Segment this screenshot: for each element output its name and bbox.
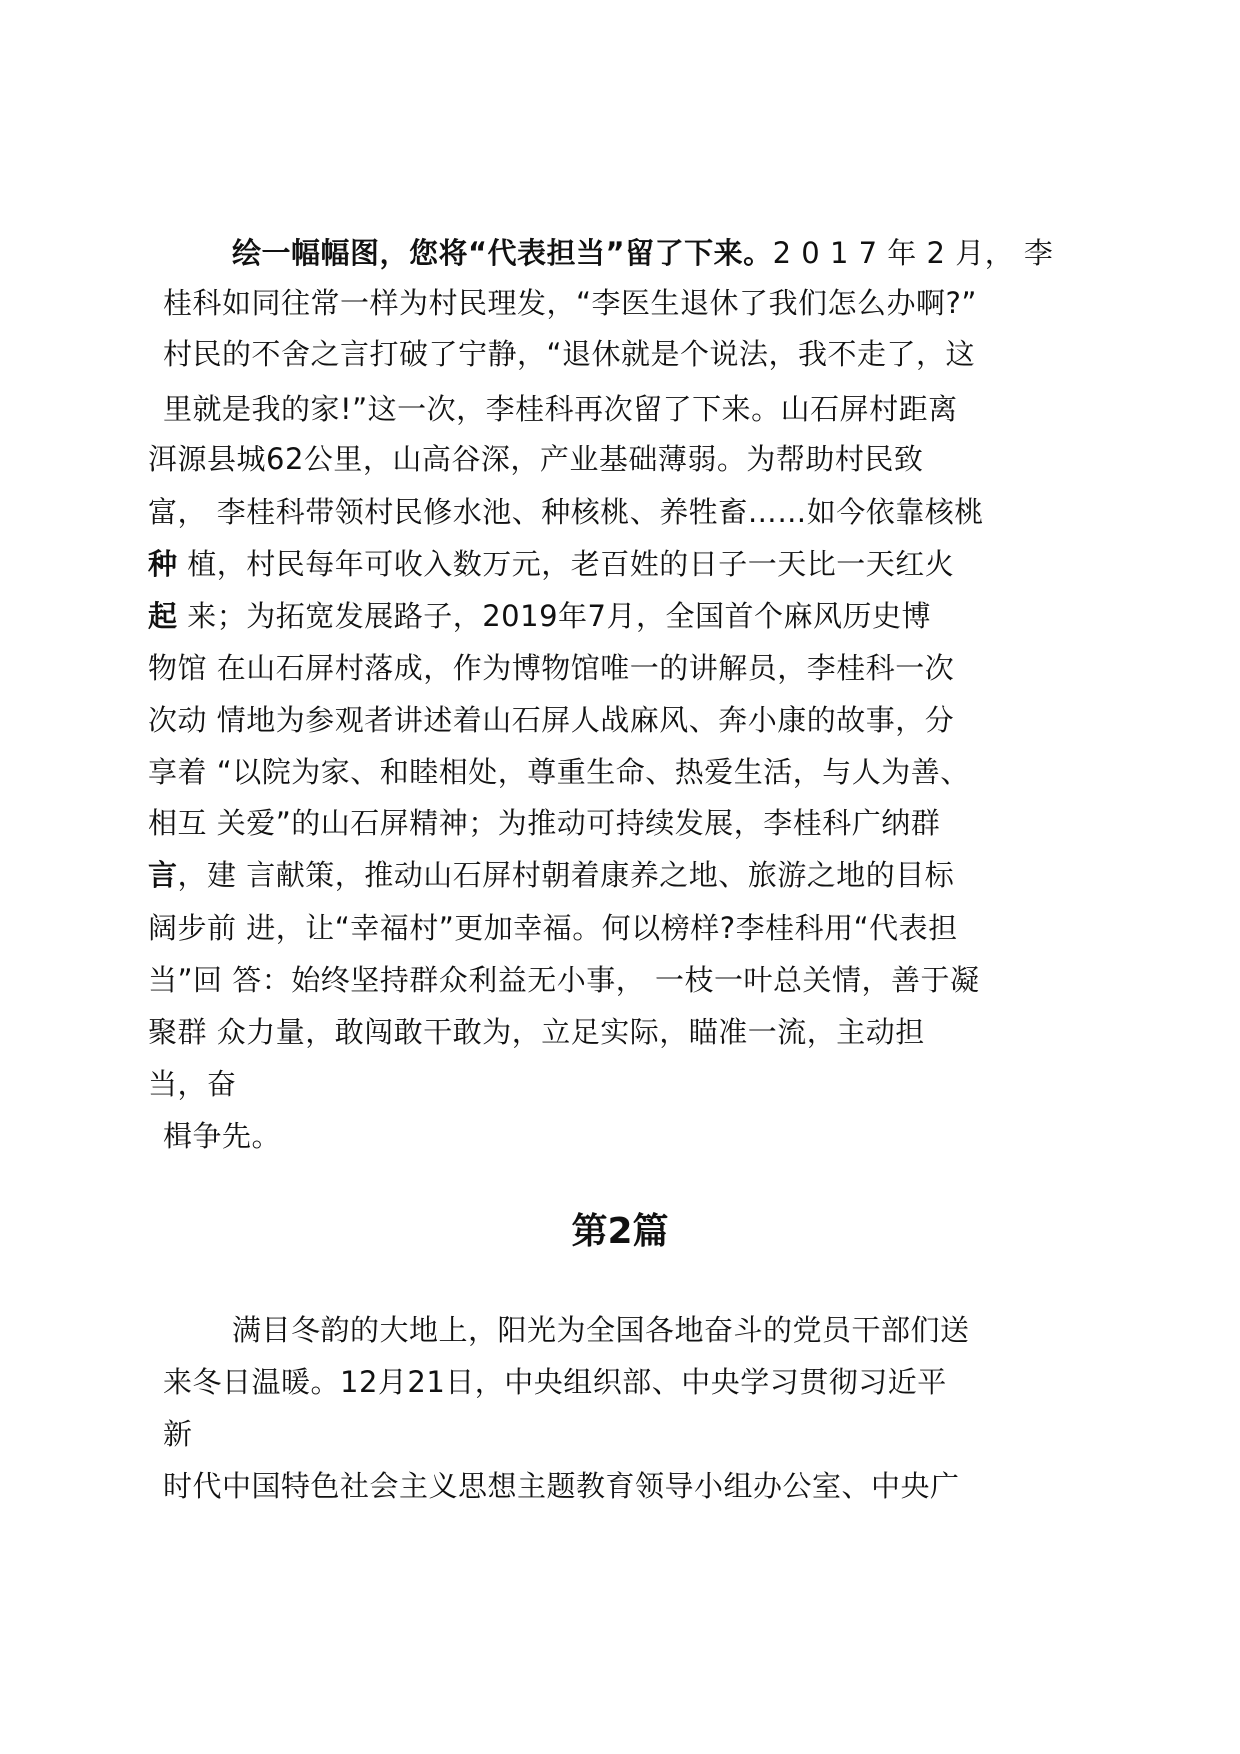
paragraph-line — [163, 1466, 960, 1506]
line-text: ，建 言献策，推动山石屏村朝着康养之地、旅游之地的目标 — [177, 858, 955, 892]
paragraph-line — [163, 283, 977, 323]
line-text: 楫争先。 — [163, 1119, 282, 1153]
line-text: 新 — [163, 1417, 193, 1451]
line-text: 相互 关爱”的山石屏精神；为推动可持续发展，李桂科广纳群 — [148, 806, 941, 840]
line-text: “退休就是个说法，我不走了，这 — [546, 337, 976, 371]
line-text: 享着 “以院为家、和睦相处，尊重生命、热爱生活，与人为善、 — [148, 755, 970, 789]
paragraph-line — [148, 648, 954, 688]
paragraph-line — [163, 1116, 281, 1156]
line-text: 当，奋 — [148, 1067, 237, 1101]
paragraph-line — [163, 1414, 193, 1454]
line-text: 2 0 1 7 年 2 月， 李 — [772, 236, 1054, 270]
bold-lead-text: 绘一幅幅图，您将“代表担当”留了下来。 — [232, 236, 773, 270]
line-text: 富， 李桂科带领村民修水池、种核桃、养牲畜……如今依靠核桃 — [148, 495, 984, 529]
line-text: 植，村民每年可收入数万元，老百姓的日子一天比一天红火 — [177, 547, 955, 581]
line-text: 满目冬韵的大地上，阳光为全国各地奋斗的党员干部们送 — [232, 1313, 970, 1347]
paragraph-line — [148, 855, 954, 895]
paragraph-line — [148, 700, 954, 740]
paragraph-line — [163, 334, 975, 374]
line-text: 聚群 众力量，敢闯敢干敢为，立足实际，瞄准一流，主动担 — [148, 1015, 925, 1049]
paragraph-line — [148, 803, 940, 843]
paragraph-line — [148, 752, 970, 792]
line-text: 阔步前 进，让“幸福村”更加幸福。何以榜样?李桂科用“代表担 — [148, 911, 958, 945]
line-text: 时代中国特色社会主义思想主题教育领导小组办公室、中央广 — [163, 1469, 960, 1503]
line-text: 次动 情地为参观者讲述着山石屏人战麻风、奔小康的故事，分 — [148, 703, 955, 737]
paragraph-line — [163, 389, 958, 429]
section-heading: 第2篇 — [571, 1211, 669, 1252]
paragraph-line — [148, 544, 954, 584]
paragraph-line — [148, 960, 979, 1000]
paragraph-line — [148, 439, 923, 479]
line-text: 当”回 答：始终坚持群众利益无小事， 一枝一叶总关情，善于凝 — [148, 963, 980, 997]
lead-text: 村民的不舍之言打破了宁静， — [163, 337, 547, 371]
line-text: 里就是我的家!”这一次，李桂科再次留了下来。山石屏村距离 — [163, 392, 958, 426]
lead-text: 起 — [148, 599, 178, 633]
line-text: 洱源县城62公里，山高谷深，产业基础薄弱。为帮助村民致 — [148, 442, 924, 476]
line-text: 来；为拓宽发展路子，2019年7月，全国首个麻风历史博 — [177, 599, 931, 633]
line-text: 来冬日温暖。12月21日，中央组织部、中央学习贯彻习近平 — [163, 1365, 947, 1399]
paragraph-line — [148, 908, 958, 948]
paragraph-line — [148, 492, 984, 532]
paragraph-line — [148, 1064, 237, 1104]
line-text: 桂科如同往常一样为村民理发，“李医生退休了我们怎么办啊?” — [163, 286, 977, 320]
paragraph-line — [232, 233, 1053, 273]
paragraph-line — [163, 1362, 947, 1402]
paragraph-line — [148, 596, 931, 636]
lead-text: 种 — [148, 547, 178, 581]
paragraph-line — [148, 1012, 925, 1052]
lead-text: 言 — [148, 858, 178, 892]
paragraph-line — [232, 1310, 970, 1350]
line-text: 物馆 在山石屏村落成，作为博物馆唯一的讲解员，李桂科一次 — [148, 651, 955, 685]
